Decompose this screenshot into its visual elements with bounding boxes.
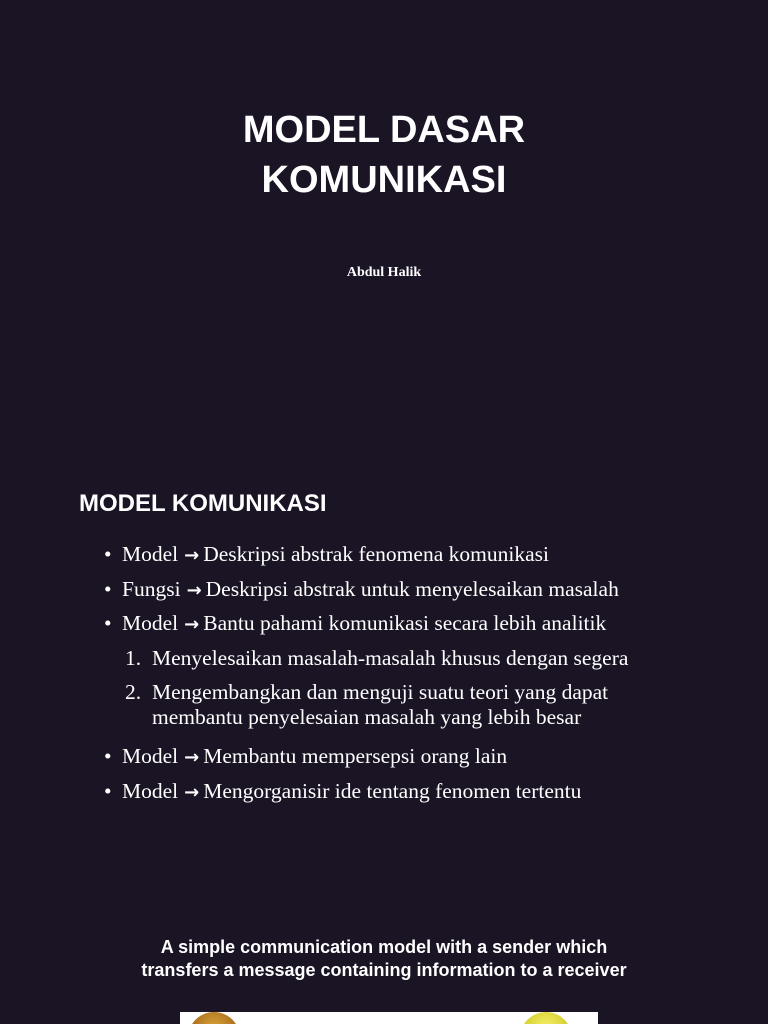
title-line-1: MODEL DASAR (242, 109, 526, 151)
list-item (104, 577, 619, 602)
item-text: Deskripsi abstrak fenomena komunikasi (203, 542, 549, 566)
content-slide (0, 440, 768, 890)
author-name: Abdul Halik (346, 265, 422, 280)
arrow-right-icon: → (184, 545, 200, 566)
caption-line-1: A simple communication model with a sender which (160, 937, 608, 957)
item-number: 2. (125, 680, 142, 704)
list-item (104, 744, 507, 769)
item-number: 1. (125, 646, 142, 670)
item-term: Model (122, 779, 179, 803)
arrow-right-icon: → (184, 782, 200, 803)
item-term: Model (122, 611, 179, 635)
arrow-right-icon: → (184, 747, 200, 768)
slide-heading: MODEL KOMUNIKASI (79, 490, 327, 517)
numbered-item (125, 646, 628, 671)
item-term: Fungsi (122, 577, 181, 601)
item-term: Model (122, 744, 179, 768)
slide-title (0, 105, 768, 205)
caption-line-2: transfers a message containing information to a receiver (141, 960, 627, 980)
bullet-icon: • (104, 542, 112, 566)
sender-circle-icon (188, 1012, 240, 1024)
title-slide (0, 0, 768, 440)
numbered-item (125, 680, 608, 730)
arrow-right-icon: → (186, 580, 202, 601)
bullet-icon: • (104, 577, 112, 601)
list-item (104, 779, 581, 804)
bullet-icon: • (104, 779, 112, 803)
item-text: Menyelesaikan masalah-masalah khusus dengan segera (152, 646, 629, 670)
diagram-slide (0, 890, 768, 1024)
item-text: Mengembangkan dan menguji suatu teori yang dapat (152, 680, 609, 704)
list-item (104, 542, 549, 567)
title-line-2: KOMUNIKASI (261, 159, 507, 201)
item-text: Deskripsi abstrak untuk menyelesaikan masalah (205, 577, 619, 601)
receiver-circle-icon (520, 1012, 572, 1024)
list-item (104, 611, 606, 636)
item-text-continuation: membantu penyelesaian masalah yang lebih besar (152, 705, 582, 729)
bullet-icon: • (104, 611, 112, 635)
item-text: Membantu mempersepsi orang lain (203, 744, 508, 768)
item-text: Bantu pahami komunikasi secara lebih analitik (203, 611, 607, 635)
diagram-caption (0, 936, 768, 982)
bullet-icon: • (104, 744, 112, 768)
arrow-right-icon: → (184, 614, 200, 635)
communication-diagram (180, 1012, 598, 1024)
item-text: Mengorganisir ide tentang fenomen tertentu (203, 779, 582, 803)
item-term: Model (122, 542, 179, 566)
